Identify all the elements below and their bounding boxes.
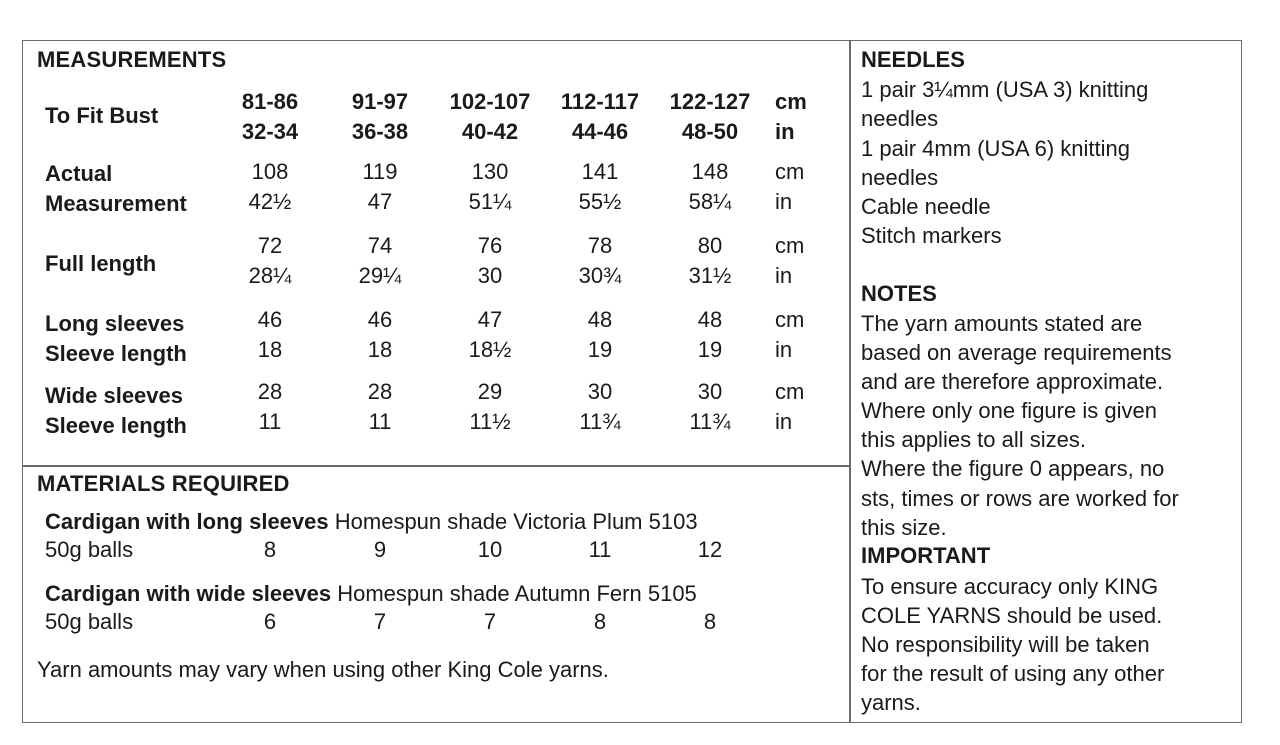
actual-size-4-cm: 141 — [581, 159, 619, 184]
balls-long-size-2: 9 — [373, 537, 387, 562]
notes-line: this applies to all sizes. — [861, 427, 1086, 452]
actual-size-3-cm: 130 — [471, 159, 509, 184]
long-sleeve-size-4-in: 19 — [587, 337, 613, 362]
unit-in: in — [775, 189, 793, 214]
balls-wide-size-1: 6 — [263, 609, 277, 634]
row-label-to-fit-bust: To Fit Bust — [45, 103, 159, 128]
materials-heading: MATERIALS REQUIRED — [37, 471, 290, 496]
row-label-sleeve-length: Sleeve length — [45, 341, 187, 366]
important-line: COLE YARNS should be used. — [861, 603, 1163, 628]
unit-cm: cm — [775, 89, 807, 114]
unit-cm: cm — [775, 379, 805, 404]
needles-line: 1 pair 3¼mm (USA 3) knitting — [861, 77, 1149, 102]
balls-long-size-5: 12 — [697, 537, 723, 562]
unit-cm: cm — [775, 159, 805, 184]
length-size-5-in: 31½ — [688, 263, 732, 288]
important-heading: IMPORTANT — [861, 543, 991, 568]
material-yarn: Homespun shade Autumn Fern 5105 — [331, 581, 697, 606]
actual-size-5-in: 58¼ — [688, 189, 732, 214]
row-label-wide-sleeves: Wide sleeves — [45, 383, 183, 408]
bust-size-1-in: 32-34 — [241, 119, 299, 144]
long-sleeve-size-2-in: 18 — [367, 337, 393, 362]
wide-sleeve-size-1-cm: 28 — [257, 379, 283, 404]
actual-size-3-in: 51¼ — [468, 189, 512, 214]
row-label-sleeve-length: Sleeve length — [45, 413, 187, 438]
important-line: No responsibility will be taken — [861, 632, 1150, 657]
column-divider — [849, 41, 851, 722]
notes-line: based on average requirements — [861, 340, 1172, 365]
balls-label: 50g balls — [45, 537, 134, 562]
needles-line: Stitch markers — [861, 223, 1002, 248]
wide-sleeve-size-4-in: 11¾ — [579, 409, 621, 434]
balls-wide-size-4: 8 — [593, 609, 607, 634]
length-size-3-cm: 76 — [477, 233, 503, 258]
actual-size-1-cm: 108 — [251, 159, 289, 184]
unit-in: in — [775, 263, 793, 288]
section-divider — [23, 465, 849, 467]
length-size-4-cm: 78 — [587, 233, 613, 258]
length-size-1-cm: 72 — [257, 233, 283, 258]
long-sleeve-size-3-cm: 47 — [477, 307, 503, 332]
actual-size-2-cm: 119 — [362, 159, 398, 184]
bust-size-5-cm: 122-127 — [669, 89, 751, 114]
notes-line: this size. — [861, 515, 947, 540]
material-line-wide-sleeves — [45, 579, 697, 609]
wide-sleeve-size-3-in: 11½ — [469, 409, 511, 434]
needles-line: needles — [861, 106, 939, 131]
needles-heading: NEEDLES — [861, 47, 965, 72]
notes-line: The yarn amounts stated are — [861, 311, 1143, 336]
bust-size-4-in: 44-46 — [571, 119, 629, 144]
notes-line: Where the figure 0 appears, no — [861, 456, 1165, 481]
row-label-measurement: Measurement — [45, 191, 187, 216]
wide-sleeve-size-1-in: 11 — [258, 409, 282, 434]
balls-long-size-1: 8 — [263, 537, 277, 562]
unit-in: in — [775, 409, 793, 434]
bust-size-3-in: 40-42 — [461, 119, 519, 144]
long-sleeve-size-4-cm: 48 — [587, 307, 613, 332]
balls-wide-size-5: 8 — [703, 609, 717, 634]
long-sleeve-size-1-cm: 46 — [257, 307, 283, 332]
unit-in: in — [775, 119, 795, 144]
notes-heading: NOTES — [861, 281, 937, 306]
unit-in: in — [775, 337, 793, 362]
material-title: Cardigan with long sleeves — [45, 509, 329, 534]
actual-size-5-cm: 148 — [691, 159, 729, 184]
bust-size-2-cm: 91-97 — [351, 89, 409, 114]
balls-long-size-3: 10 — [477, 537, 503, 562]
row-label-actual: Actual — [45, 161, 113, 186]
needles-line: needles — [861, 165, 939, 190]
measurements-heading: MEASUREMENTS — [37, 47, 227, 72]
length-size-5-cm: 80 — [697, 233, 723, 258]
bust-size-1-cm: 81-86 — [241, 89, 299, 114]
bust-size-3-cm: 102-107 — [449, 89, 531, 114]
long-sleeve-size-2-cm: 46 — [367, 307, 393, 332]
long-sleeve-size-5-in: 19 — [697, 337, 723, 362]
actual-size-4-in: 55½ — [578, 189, 622, 214]
balls-long-size-4: 11 — [588, 537, 612, 562]
bust-size-5-in: 48-50 — [681, 119, 739, 144]
important-line: for the result of using any other — [861, 661, 1165, 686]
material-yarn: Homespun shade Victoria Plum 5103 — [328, 509, 698, 534]
bust-size-4-cm: 112-117 — [560, 89, 640, 114]
unit-cm: cm — [775, 233, 805, 258]
wide-sleeve-size-3-cm: 29 — [477, 379, 503, 404]
important-line: To ensure accuracy only KING — [861, 574, 1159, 599]
unit-cm: cm — [775, 307, 805, 332]
important-line: yarns. — [861, 690, 921, 715]
actual-size-2-in: 47 — [367, 189, 393, 214]
length-size-4-in: 30¾ — [578, 263, 622, 288]
material-title: Cardigan with wide sleeves — [45, 581, 332, 606]
bust-size-2-in: 36-38 — [351, 119, 409, 144]
long-sleeve-size-1-in: 18 — [257, 337, 283, 362]
wide-sleeve-size-5-cm: 30 — [697, 379, 723, 404]
wide-sleeve-size-2-in: 11 — [368, 409, 392, 434]
balls-wide-size-3: 7 — [483, 609, 497, 634]
length-size-3-in: 30 — [477, 263, 503, 288]
yarn-note: Yarn amounts may vary when using other King Cole yarns. — [37, 657, 609, 682]
row-label-full-length: Full length — [45, 251, 157, 276]
length-size-2-cm: 74 — [367, 233, 393, 258]
actual-size-1-in: 42½ — [248, 189, 292, 214]
wide-sleeve-size-4-cm: 30 — [587, 379, 613, 404]
balls-label: 50g balls — [45, 609, 134, 634]
needles-line: 1 pair 4mm (USA 6) knitting — [861, 136, 1130, 161]
notes-line: sts, times or rows are worked for — [861, 486, 1179, 511]
wide-sleeve-size-5-in: 11¾ — [689, 409, 731, 434]
notes-line: Where only one figure is given — [861, 398, 1157, 423]
length-size-1-in: 28¼ — [248, 263, 292, 288]
material-line-long-sleeves — [45, 507, 698, 537]
long-sleeve-size-5-cm: 48 — [697, 307, 723, 332]
long-sleeve-size-3-in: 18½ — [468, 337, 512, 362]
notes-line: and are therefore approximate. — [861, 369, 1164, 394]
row-label-long-sleeves: Long sleeves — [45, 311, 185, 336]
length-size-2-in: 29¼ — [358, 263, 402, 288]
balls-wide-size-2: 7 — [373, 609, 387, 634]
pattern-info-sheet — [22, 40, 1242, 723]
needles-line: Cable needle — [861, 194, 991, 219]
wide-sleeve-size-2-cm: 28 — [367, 379, 393, 404]
